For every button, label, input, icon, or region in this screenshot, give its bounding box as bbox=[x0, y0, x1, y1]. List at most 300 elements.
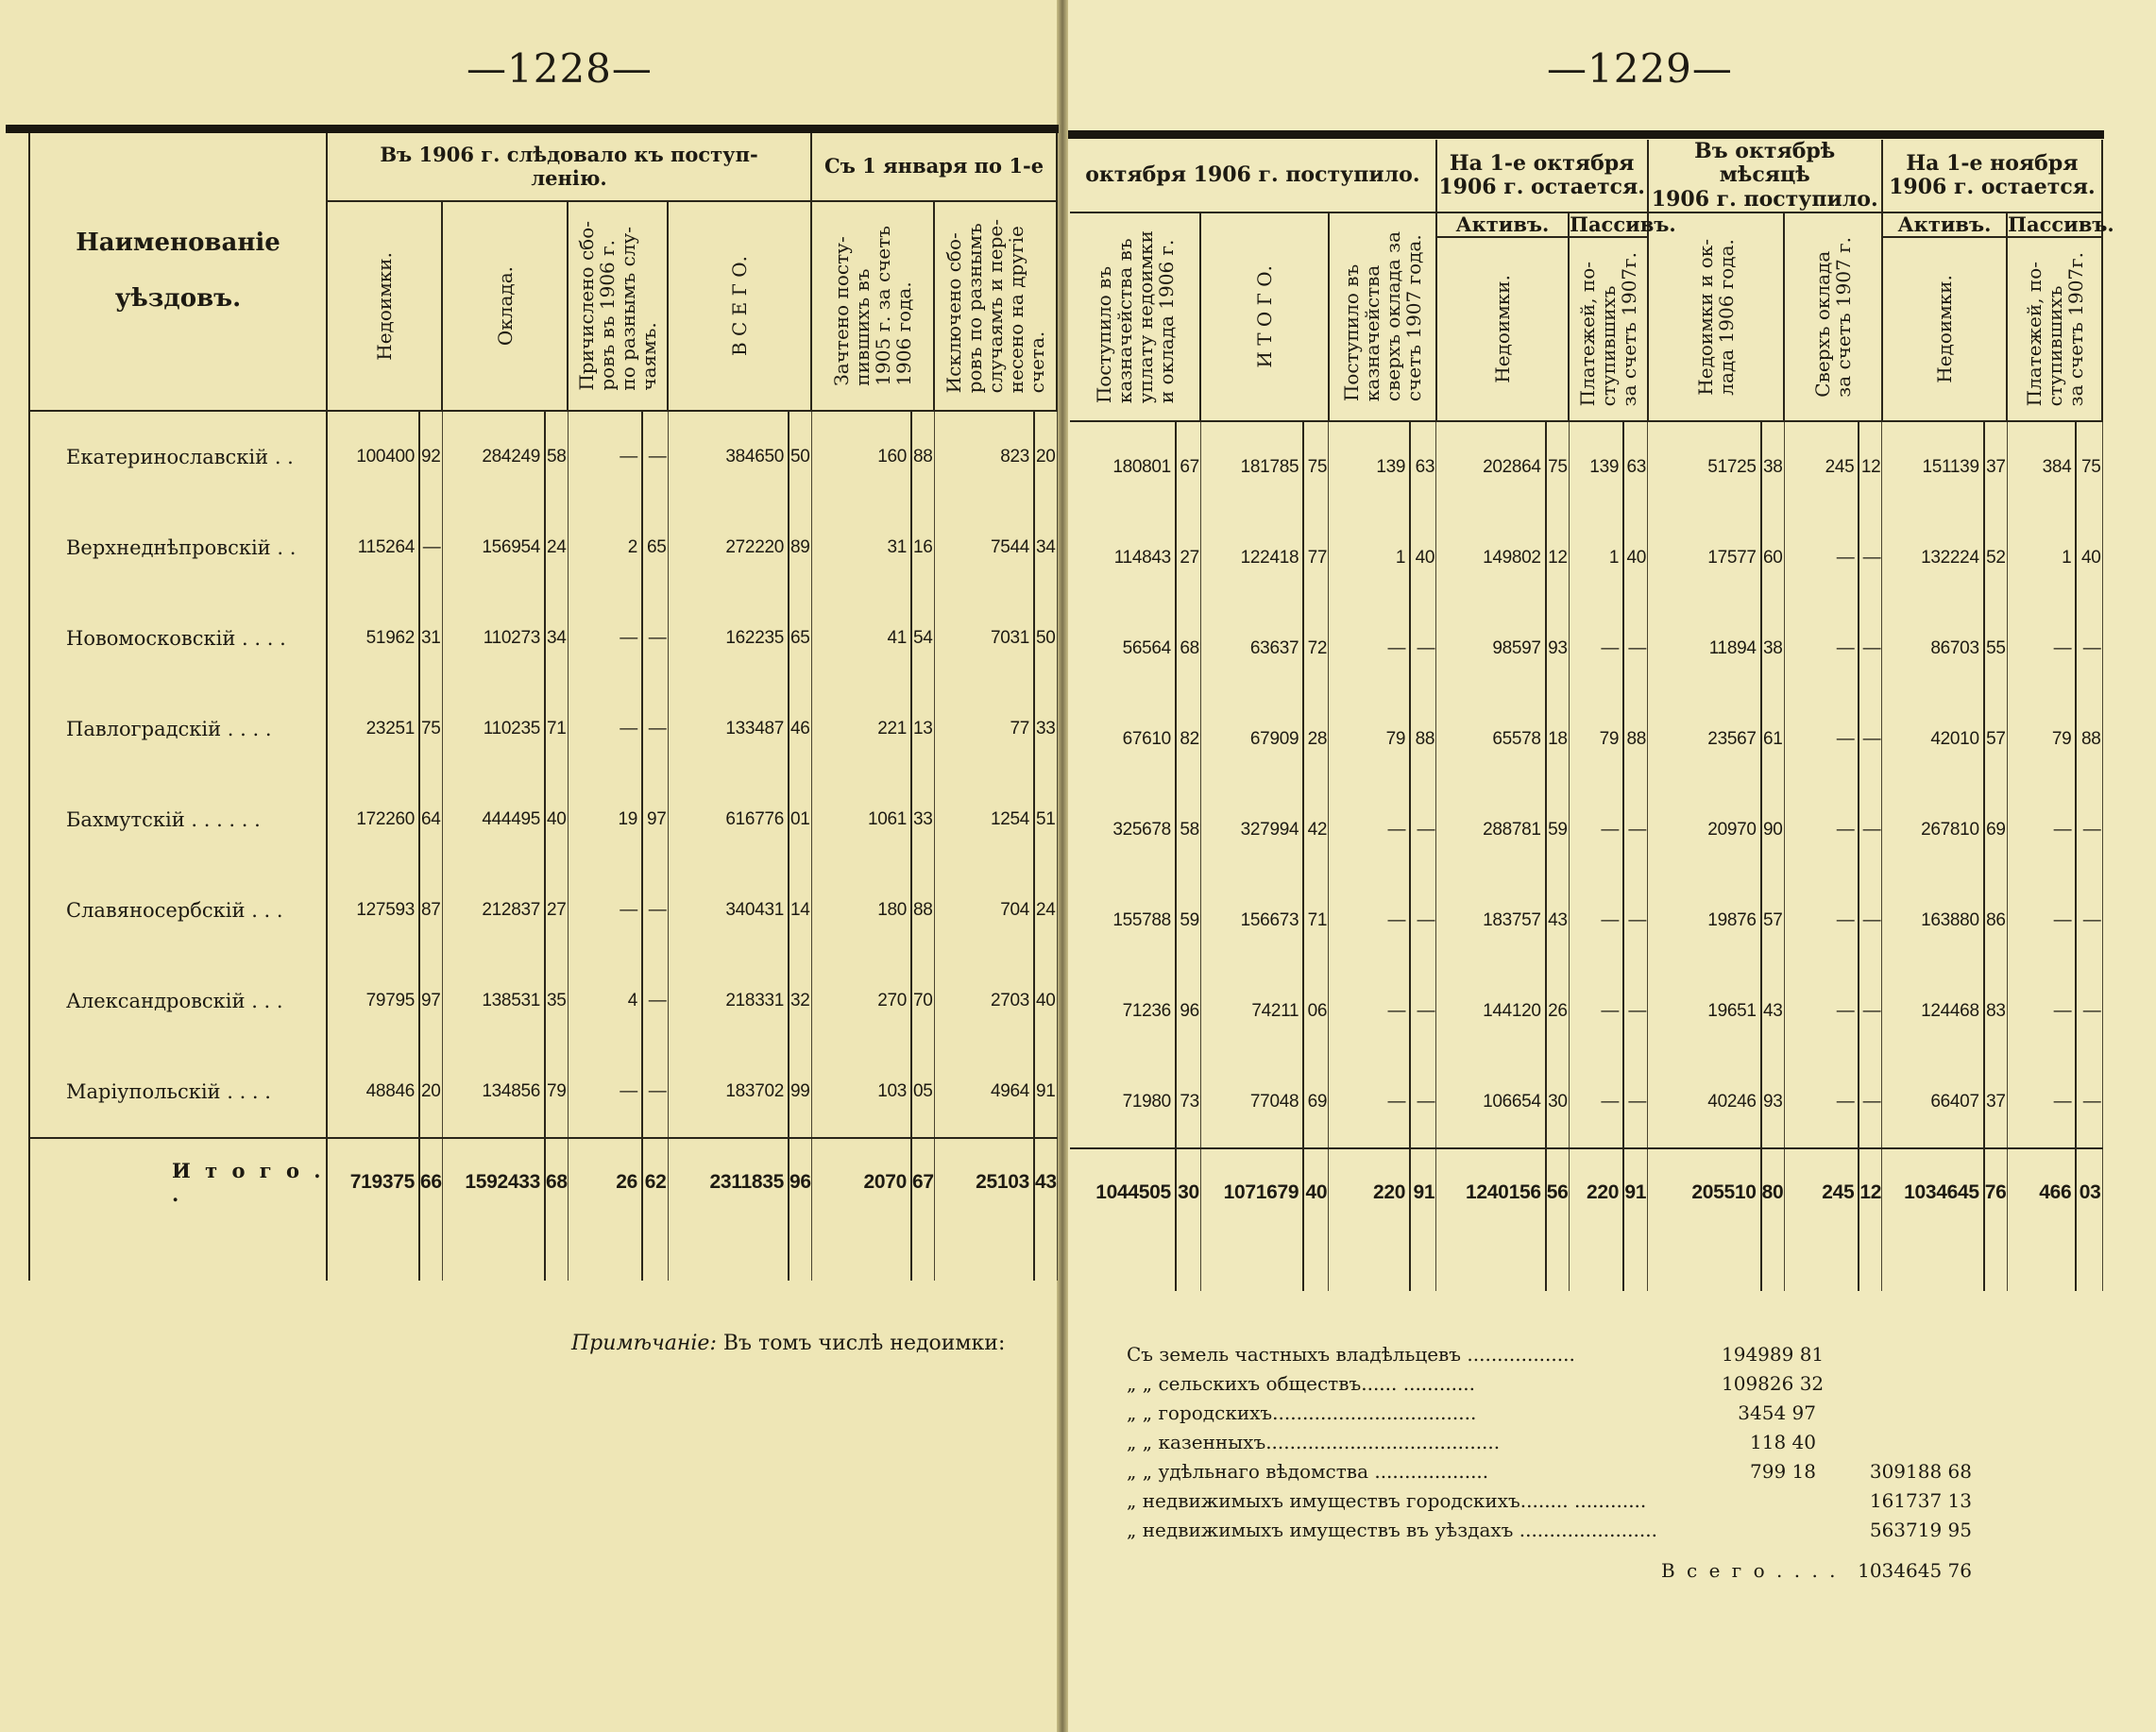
value-rubles: 98597 bbox=[1436, 603, 1546, 694]
value-kopecks: 67 bbox=[1176, 421, 1200, 513]
value-kopecks: — bbox=[1410, 1057, 1436, 1148]
header-group-jan-oct-left: Съ 1 января по 1-е bbox=[811, 133, 1057, 201]
value-kopecks: — bbox=[1623, 1057, 1647, 1148]
value-rubles: 149802 bbox=[1436, 513, 1546, 603]
value-kopecks: 27 bbox=[545, 865, 568, 956]
value-kopecks: 79 bbox=[545, 1046, 568, 1138]
footnote-subtotal: 563719 95 bbox=[1869, 1519, 1972, 1541]
header-passiv-nov: Пассивъ. bbox=[2008, 212, 2114, 236]
empty-cell bbox=[568, 1226, 642, 1281]
value-rubles: 181785 bbox=[1200, 421, 1303, 513]
value-rubles: 134856 bbox=[442, 1046, 545, 1138]
table-row-right bbox=[1070, 966, 2102, 1057]
footnote-amount: 118 40 bbox=[1750, 1431, 1816, 1453]
footnote-label: „ „ сельскихъ обществъ...... ............ bbox=[1127, 1372, 1476, 1395]
value-rubles: — bbox=[1569, 875, 1623, 966]
value-kopecks: 20 bbox=[419, 1046, 442, 1138]
value-rubles: 151139 bbox=[1882, 421, 1984, 513]
value-kopecks: — bbox=[1623, 875, 1647, 966]
value-rubles: — bbox=[1329, 875, 1410, 966]
footnote-row bbox=[1127, 1401, 1995, 1431]
value-kopecks: 80 bbox=[1761, 1148, 1784, 1236]
note-label: Примѣчаніе: bbox=[571, 1332, 717, 1355]
header-oct-nedoimki: Недоимки и ок- лада 1906 года. bbox=[1693, 238, 1738, 396]
value-rubles: 139 bbox=[1569, 421, 1623, 513]
table-tail bbox=[29, 1226, 1057, 1281]
footnote-amount: 3454 97 bbox=[1738, 1401, 1816, 1424]
value-rubles: 2311835 bbox=[668, 1138, 789, 1226]
value-kopecks: 14 bbox=[789, 865, 811, 956]
value-rubles: — bbox=[2007, 785, 2076, 875]
value-kopecks: 40 bbox=[1623, 513, 1647, 603]
header-isklyucheno: Исключено сбо- ровъ по разнымъ случаямъ и пере- несено на другіе счета. bbox=[942, 218, 1049, 394]
district-name: Екатеринославскій . . bbox=[29, 411, 327, 502]
empty-cell bbox=[1410, 1236, 1436, 1291]
empty-cell bbox=[1546, 1236, 1569, 1291]
empty-cell bbox=[442, 1226, 545, 1281]
value-rubles: 114843 bbox=[1070, 513, 1176, 603]
value-kopecks: — bbox=[642, 956, 668, 1046]
value-kopecks: 34 bbox=[1034, 502, 1057, 593]
value-kopecks: — bbox=[1859, 694, 1881, 785]
value-rubles: 220 bbox=[1329, 1148, 1410, 1236]
value-kopecks: 63 bbox=[1623, 421, 1647, 513]
empty-cell bbox=[1648, 1236, 1761, 1291]
footnote-amount: 109826 32 bbox=[1722, 1372, 1825, 1395]
value-rubles: — bbox=[1784, 603, 1859, 694]
value-rubles: — bbox=[1784, 966, 1859, 1057]
value-rubles: 77 bbox=[934, 684, 1034, 774]
header-itogo: И Т О Г О. bbox=[1253, 265, 1277, 368]
empty-cell bbox=[811, 1226, 911, 1281]
header-aktiv-nov: Активъ. bbox=[1882, 212, 2007, 237]
value-kopecks: 96 bbox=[789, 1138, 811, 1226]
value-rubles: 156673 bbox=[1200, 875, 1303, 966]
footnote-label: „ недвижимыхъ имуществъ въ уѣздахъ ....................... bbox=[1127, 1519, 1657, 1541]
value-rubles: — bbox=[1569, 603, 1623, 694]
value-rubles: 122418 bbox=[1200, 513, 1303, 603]
value-kopecks: 12 bbox=[1859, 1148, 1881, 1236]
value-kopecks: 20 bbox=[1034, 411, 1057, 502]
value-kopecks: — bbox=[2076, 966, 2102, 1057]
value-kopecks: 76 bbox=[1984, 1148, 2007, 1236]
total-label: И т о г о . . bbox=[29, 1138, 327, 1226]
value-kopecks: 06 bbox=[1303, 966, 1328, 1057]
value-rubles: 704 bbox=[934, 865, 1034, 956]
value-kopecks: 67 bbox=[911, 1138, 934, 1226]
value-kopecks: 54 bbox=[911, 593, 934, 684]
value-kopecks: 18 bbox=[1546, 694, 1569, 785]
value-kopecks: 46 bbox=[789, 684, 811, 774]
value-rubles: 65578 bbox=[1436, 694, 1546, 785]
value-kopecks: 16 bbox=[911, 502, 934, 593]
value-rubles: 106654 bbox=[1436, 1057, 1546, 1148]
value-kopecks: 57 bbox=[1761, 875, 1784, 966]
header-prichisleno: Причислено сбо- ровъ въ 1906 г. по разнымъ слу- чаямъ. bbox=[575, 221, 660, 391]
value-kopecks: 33 bbox=[1034, 684, 1057, 774]
header-group-nov1-remaining: На 1-е ноября 1906 г. остается. bbox=[1882, 140, 2102, 212]
value-kopecks: 43 bbox=[1034, 1138, 1057, 1226]
value-kopecks: 93 bbox=[1546, 603, 1569, 694]
left-page-number: —1228— bbox=[467, 45, 653, 92]
value-kopecks: 38 bbox=[1761, 603, 1784, 694]
note bbox=[571, 1332, 1005, 1355]
value-kopecks: 01 bbox=[789, 774, 811, 865]
value-rubles: 245 bbox=[1784, 1148, 1859, 1236]
value-rubles: 19 bbox=[568, 774, 642, 865]
value-kopecks: 58 bbox=[545, 411, 568, 502]
table-row-left bbox=[29, 502, 1057, 593]
header-vsego: В С Е Г О. bbox=[728, 255, 752, 357]
value-kopecks: 12 bbox=[1859, 421, 1881, 513]
value-kopecks: 88 bbox=[1410, 694, 1436, 785]
value-rubles: 132224 bbox=[1882, 513, 1984, 603]
value-rubles: 74211 bbox=[1200, 966, 1303, 1057]
value-rubles: 183757 bbox=[1436, 875, 1546, 966]
value-rubles: 1592433 bbox=[442, 1138, 545, 1226]
value-rubles: 1061 bbox=[811, 774, 911, 865]
value-rubles: 20970 bbox=[1648, 785, 1761, 875]
value-rubles: — bbox=[568, 684, 642, 774]
value-kopecks: 55 bbox=[1984, 603, 2007, 694]
value-rubles: 183702 bbox=[668, 1046, 789, 1138]
value-kopecks: 75 bbox=[1303, 421, 1328, 513]
value-rubles: 160 bbox=[811, 411, 911, 502]
value-rubles: 823 bbox=[934, 411, 1034, 502]
value-rubles: 139 bbox=[1329, 421, 1410, 513]
value-kopecks: 26 bbox=[1546, 966, 1569, 1057]
value-rubles: — bbox=[2007, 603, 2076, 694]
right-table bbox=[1070, 139, 2114, 1291]
right-top-rule bbox=[1068, 130, 2104, 139]
footnote-subtotal: 161737 13 bbox=[1869, 1489, 1972, 1512]
district-name: Новомосковскій . . . . bbox=[29, 593, 327, 684]
value-kopecks: 63 bbox=[1410, 421, 1436, 513]
footnote-label: В с е г о . . . . bbox=[1661, 1559, 1839, 1582]
value-kopecks: 59 bbox=[1546, 785, 1569, 875]
total-row-left bbox=[29, 1138, 1057, 1226]
value-kopecks: 69 bbox=[1984, 785, 2007, 875]
value-kopecks: 42 bbox=[1303, 785, 1328, 875]
empty-cell bbox=[2076, 1236, 2102, 1291]
value-kopecks: 40 bbox=[1034, 956, 1057, 1046]
value-rubles: 71980 bbox=[1070, 1057, 1176, 1148]
value-rubles: — bbox=[1784, 785, 1859, 875]
book-spine bbox=[1057, 0, 1068, 1732]
value-kopecks: 30 bbox=[1546, 1057, 1569, 1148]
value-rubles: 288781 bbox=[1436, 785, 1546, 875]
header-sverkh-oklada: Поступило въ казначейства сверхъ оклада за счетъ 1907 года. bbox=[1339, 231, 1425, 402]
value-kopecks: — bbox=[419, 502, 442, 593]
value-rubles: 384650 bbox=[668, 411, 789, 502]
footnote-subtotal: 309188 68 bbox=[1869, 1460, 1972, 1483]
table-row-left bbox=[29, 684, 1057, 774]
value-kopecks: — bbox=[1859, 966, 1881, 1057]
value-kopecks: 52 bbox=[1984, 513, 2007, 603]
value-kopecks: — bbox=[2076, 785, 2102, 875]
value-kopecks: 24 bbox=[1034, 865, 1057, 956]
value-rubles: 156954 bbox=[442, 502, 545, 593]
value-rubles: — bbox=[1784, 513, 1859, 603]
value-kopecks: — bbox=[1410, 966, 1436, 1057]
footnote-label: „ „ казенныхъ....................................... bbox=[1127, 1431, 1501, 1453]
empty-cell bbox=[789, 1226, 811, 1281]
value-rubles: — bbox=[1569, 785, 1623, 875]
value-kopecks: 61 bbox=[1761, 694, 1784, 785]
value-rubles: 19651 bbox=[1648, 966, 1761, 1057]
value-rubles: 180 bbox=[811, 865, 911, 956]
value-kopecks: 40 bbox=[1303, 1148, 1328, 1236]
value-kopecks: — bbox=[1623, 603, 1647, 694]
header-group-oct-received: Въ октябрѣ мѣсяцѣ 1906 г. поступило. bbox=[1648, 140, 1882, 212]
value-rubles: 1071679 bbox=[1200, 1148, 1303, 1236]
value-rubles: 144120 bbox=[1436, 966, 1546, 1057]
left-table bbox=[28, 133, 1058, 1281]
value-kopecks: 51 bbox=[1034, 774, 1057, 865]
value-kopecks: 05 bbox=[911, 1046, 934, 1138]
header-nov1-nedoimki: Недоимки. bbox=[1932, 275, 1956, 383]
value-rubles: — bbox=[568, 865, 642, 956]
empty-cell bbox=[2007, 1236, 2076, 1291]
value-rubles: 56564 bbox=[1070, 603, 1176, 694]
value-rubles: 4964 bbox=[934, 1046, 1034, 1138]
value-kopecks: — bbox=[1410, 785, 1436, 875]
table-row-left bbox=[29, 774, 1057, 865]
right-page-number: —1229— bbox=[1547, 45, 1733, 92]
value-rubles: 66407 bbox=[1882, 1057, 1984, 1148]
note-text: Въ томъ числѣ недоимки: bbox=[722, 1332, 1006, 1355]
value-kopecks: 38 bbox=[1761, 421, 1784, 513]
table-row-right bbox=[1070, 421, 2102, 513]
empty-cell bbox=[1176, 1236, 1200, 1291]
value-rubles: 133487 bbox=[668, 684, 789, 774]
value-kopecks: 77 bbox=[1303, 513, 1328, 603]
empty-cell bbox=[1070, 1236, 1176, 1291]
empty-cell bbox=[1882, 1236, 1984, 1291]
value-rubles: 162235 bbox=[668, 593, 789, 684]
value-kopecks: 87 bbox=[419, 865, 442, 956]
value-kopecks: 27 bbox=[1176, 513, 1200, 603]
empty-cell bbox=[911, 1226, 934, 1281]
footnote-row bbox=[1127, 1519, 1995, 1548]
value-rubles: 1 bbox=[2007, 513, 2076, 603]
value-kopecks: 88 bbox=[1623, 694, 1647, 785]
empty-cell bbox=[29, 1226, 327, 1281]
value-rubles: 616776 bbox=[668, 774, 789, 865]
value-kopecks: 71 bbox=[545, 684, 568, 774]
value-rubles: 466 bbox=[2007, 1148, 2076, 1236]
value-kopecks: 96 bbox=[1176, 966, 1200, 1057]
value-rubles: 110273 bbox=[442, 593, 545, 684]
value-kopecks: 68 bbox=[545, 1138, 568, 1226]
value-kopecks: 83 bbox=[1984, 966, 2007, 1057]
district-name: Павлоградскій . . . . bbox=[29, 684, 327, 774]
value-rubles: 124468 bbox=[1882, 966, 1984, 1057]
value-kopecks: 50 bbox=[1034, 593, 1057, 684]
value-kopecks: 43 bbox=[1546, 875, 1569, 966]
value-kopecks: — bbox=[2076, 875, 2102, 966]
value-kopecks: 50 bbox=[789, 411, 811, 502]
empty-cell bbox=[1984, 1236, 2007, 1291]
district-name: Бахмутскій . . . . . . bbox=[29, 774, 327, 865]
header-group-1906-due: Въ 1906 г. слѣдовало къ поступ- ленію. bbox=[327, 133, 811, 201]
value-kopecks: — bbox=[1859, 603, 1881, 694]
value-kopecks: 64 bbox=[419, 774, 442, 865]
footnote-row bbox=[1127, 1431, 1995, 1460]
value-kopecks: — bbox=[2076, 1057, 2102, 1148]
value-rubles: 48846 bbox=[327, 1046, 419, 1138]
table-row-right bbox=[1070, 1057, 2102, 1148]
value-rubles: 2703 bbox=[934, 956, 1034, 1046]
value-kopecks: 88 bbox=[2076, 694, 2102, 785]
header-district-name: Наименованіе уѣздовъ. bbox=[29, 133, 327, 411]
value-rubles: 40246 bbox=[1648, 1057, 1761, 1148]
value-kopecks: — bbox=[642, 1046, 668, 1138]
table-row-right bbox=[1070, 694, 2102, 785]
value-rubles: — bbox=[568, 593, 642, 684]
value-kopecks: — bbox=[1623, 785, 1647, 875]
district-name: Славяносербскій . . . bbox=[29, 865, 327, 956]
value-rubles: 327994 bbox=[1200, 785, 1303, 875]
value-rubles: 180801 bbox=[1070, 421, 1176, 513]
value-kopecks: 97 bbox=[419, 956, 442, 1046]
value-rubles: 63637 bbox=[1200, 603, 1303, 694]
value-rubles: 1034645 bbox=[1882, 1148, 1984, 1236]
value-rubles: 212837 bbox=[442, 865, 545, 956]
value-kopecks: 90 bbox=[1761, 785, 1784, 875]
table-row-right bbox=[1070, 513, 2102, 603]
district-name: Александровскій . . . bbox=[29, 956, 327, 1046]
value-rubles: 26 bbox=[568, 1138, 642, 1226]
footnote-label: Съ земель частныхъ владѣльцевъ .................. bbox=[1127, 1343, 1575, 1366]
value-kopecks: 71 bbox=[1303, 875, 1328, 966]
value-kopecks: 40 bbox=[545, 774, 568, 865]
left-top-rule bbox=[6, 125, 1059, 133]
footnote-label: „ „ городскихъ.................................. bbox=[1127, 1401, 1477, 1424]
table-row-right bbox=[1070, 875, 2102, 966]
value-kopecks: 91 bbox=[1034, 1046, 1057, 1138]
empty-cell bbox=[327, 1226, 419, 1281]
value-kopecks: 65 bbox=[642, 502, 668, 593]
value-rubles: — bbox=[1784, 694, 1859, 785]
value-kopecks: 24 bbox=[545, 502, 568, 593]
value-kopecks: 62 bbox=[642, 1138, 668, 1226]
value-rubles: 205510 bbox=[1648, 1148, 1761, 1236]
value-kopecks: 68 bbox=[1176, 603, 1200, 694]
value-kopecks: 59 bbox=[1176, 875, 1200, 966]
empty-cell bbox=[1623, 1236, 1647, 1291]
header-nedoimki: Недоимки. bbox=[373, 251, 396, 361]
empty-cell bbox=[419, 1226, 442, 1281]
value-rubles: 25103 bbox=[934, 1138, 1034, 1226]
empty-cell bbox=[545, 1226, 568, 1281]
value-kopecks: 31 bbox=[419, 593, 442, 684]
empty-cell bbox=[1303, 1236, 1328, 1291]
value-rubles: 384 bbox=[2007, 421, 2076, 513]
value-rubles: 23251 bbox=[327, 684, 419, 774]
value-kopecks: — bbox=[1410, 875, 1436, 966]
value-kopecks: 37 bbox=[1984, 421, 2007, 513]
value-kopecks: — bbox=[642, 593, 668, 684]
value-kopecks: 58 bbox=[1176, 785, 1200, 875]
value-rubles: 1 bbox=[1569, 513, 1623, 603]
value-rubles: 42010 bbox=[1882, 694, 1984, 785]
empty-cell bbox=[1859, 1236, 1881, 1291]
table-row-left bbox=[29, 1046, 1057, 1138]
empty-cell bbox=[1034, 1226, 1057, 1281]
value-kopecks: 82 bbox=[1176, 694, 1200, 785]
value-kopecks: 28 bbox=[1303, 694, 1328, 785]
footnote-label: „ „ удѣльнаго вѣдомства ................... bbox=[1127, 1460, 1489, 1483]
value-kopecks: 75 bbox=[2076, 421, 2102, 513]
header-group-oct1-remaining: На 1-е октября 1906 г. остается. bbox=[1436, 140, 1648, 212]
value-kopecks: 40 bbox=[1410, 513, 1436, 603]
value-rubles: 67610 bbox=[1070, 694, 1176, 785]
empty-cell bbox=[1200, 1236, 1303, 1291]
value-kopecks: — bbox=[1410, 603, 1436, 694]
district-name: Маріупольскій . . . . bbox=[29, 1046, 327, 1138]
table-row-left bbox=[29, 865, 1057, 956]
value-kopecks: — bbox=[642, 865, 668, 956]
value-kopecks: 88 bbox=[911, 865, 934, 956]
empty-cell bbox=[1436, 1236, 1546, 1291]
value-rubles: 1044505 bbox=[1070, 1148, 1176, 1236]
value-rubles: 218331 bbox=[668, 956, 789, 1046]
empty-cell bbox=[1329, 1236, 1410, 1291]
value-kopecks: 34 bbox=[545, 593, 568, 684]
value-rubles: 202864 bbox=[1436, 421, 1546, 513]
value-rubles: 17577 bbox=[1648, 513, 1761, 603]
table-row-right bbox=[1070, 785, 2102, 875]
value-kopecks: 73 bbox=[1176, 1057, 1200, 1148]
value-rubles: 444495 bbox=[442, 774, 545, 865]
value-rubles: — bbox=[568, 1046, 642, 1138]
value-rubles: 19876 bbox=[1648, 875, 1761, 966]
header-oct1-nedoimki: Недоимки. bbox=[1490, 275, 1514, 383]
value-rubles: 115264 bbox=[327, 502, 419, 593]
value-rubles: 245 bbox=[1784, 421, 1859, 513]
value-kopecks: 35 bbox=[545, 956, 568, 1046]
value-kopecks: 66 bbox=[419, 1138, 442, 1226]
value-rubles: — bbox=[1569, 966, 1623, 1057]
value-rubles: 77048 bbox=[1200, 1057, 1303, 1148]
footnote-row bbox=[1127, 1559, 1995, 1588]
footnote-label: „ недвижимыхъ имуществъ городскихъ........ ............ bbox=[1127, 1489, 1647, 1512]
value-rubles: 2 bbox=[568, 502, 642, 593]
empty-cell bbox=[642, 1226, 668, 1281]
footnote-row bbox=[1127, 1343, 1995, 1372]
value-rubles: 340431 bbox=[668, 865, 789, 956]
value-rubles: 23567 bbox=[1648, 694, 1761, 785]
value-rubles: — bbox=[1569, 1057, 1623, 1148]
value-kopecks: — bbox=[1859, 513, 1881, 603]
value-rubles: 11894 bbox=[1648, 603, 1761, 694]
value-kopecks: 56 bbox=[1546, 1148, 1569, 1236]
value-rubles: 100400 bbox=[327, 411, 419, 502]
value-kopecks: 92 bbox=[419, 411, 442, 502]
header-passiv-oct: Пассивъ. bbox=[1570, 212, 1676, 236]
value-rubles: 138531 bbox=[442, 956, 545, 1046]
footnote-row bbox=[1127, 1460, 1995, 1489]
value-rubles: — bbox=[568, 411, 642, 502]
value-kopecks: 72 bbox=[1303, 603, 1328, 694]
value-rubles: 272220 bbox=[668, 502, 789, 593]
value-kopecks: 91 bbox=[1410, 1148, 1436, 1236]
value-rubles: 79 bbox=[2007, 694, 2076, 785]
empty-cell bbox=[668, 1226, 789, 1281]
value-kopecks: 75 bbox=[419, 684, 442, 774]
value-kopecks: 33 bbox=[911, 774, 934, 865]
